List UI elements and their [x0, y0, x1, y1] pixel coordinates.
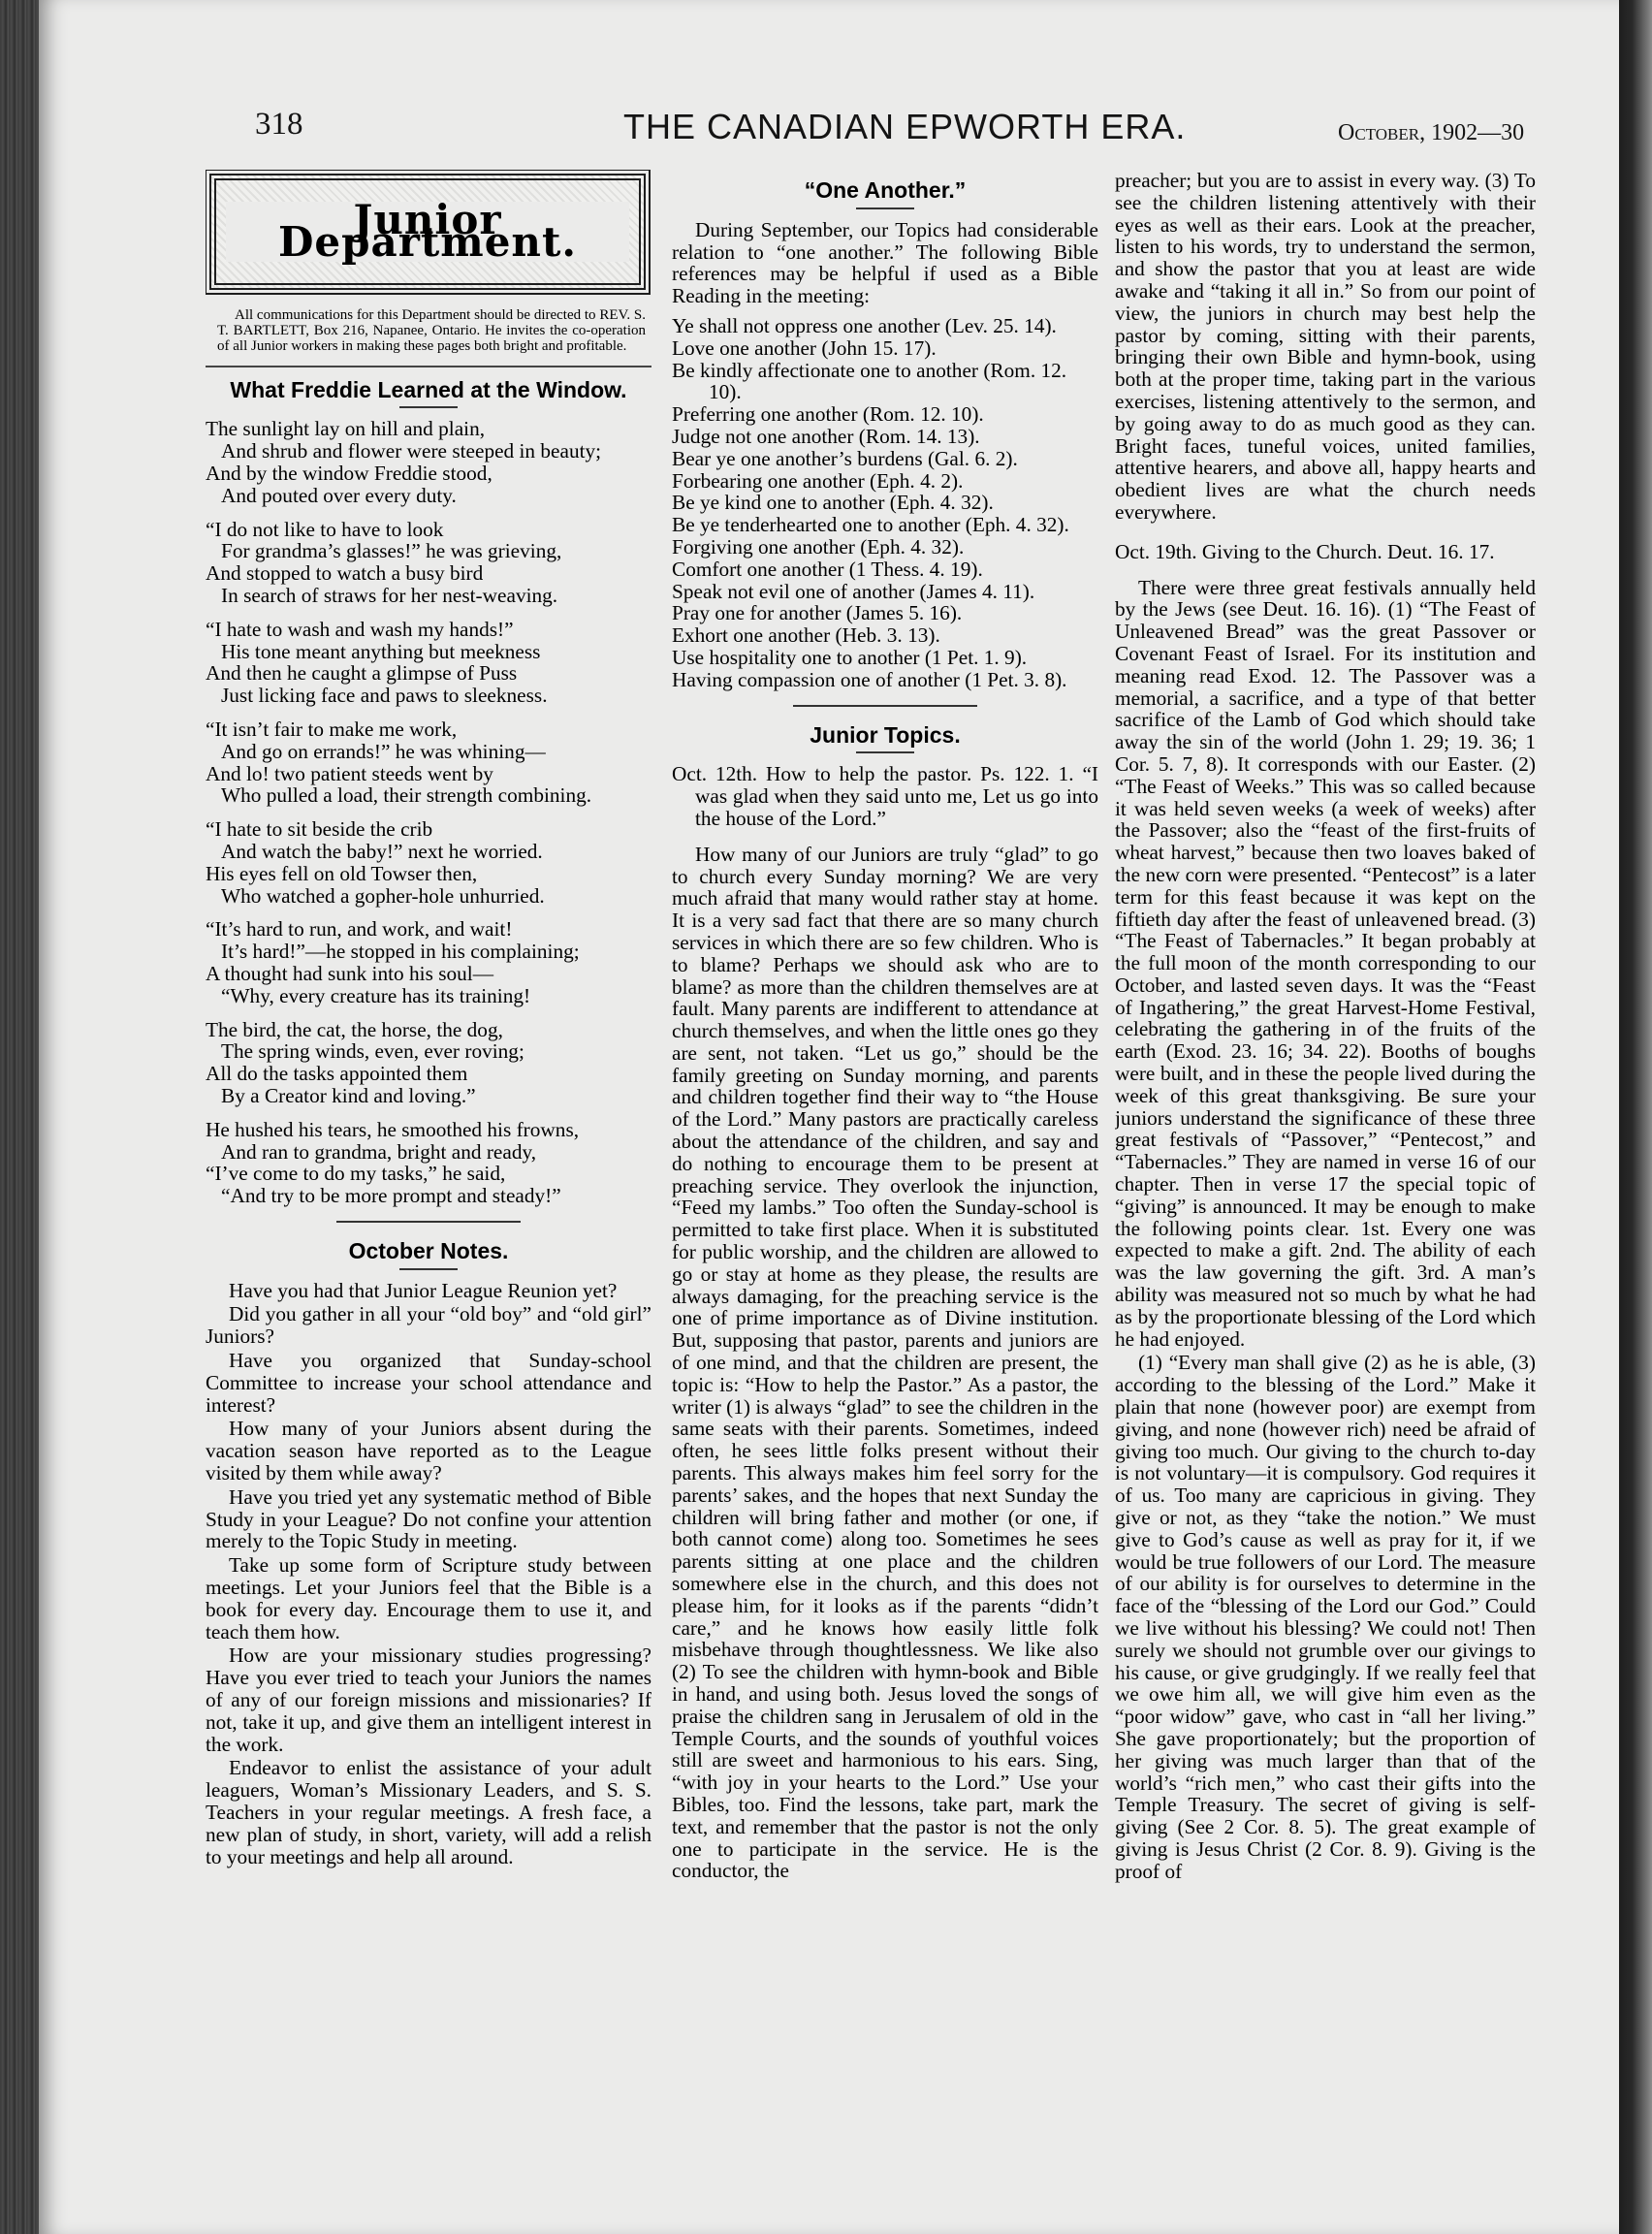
- divider: [856, 207, 914, 209]
- poem: [206, 418, 651, 1207]
- notes-list: [206, 1280, 651, 1868]
- divider: [399, 1268, 458, 1270]
- poem-line: His eyes fell on old Towser then,: [206, 861, 478, 885]
- reference-item: Comfort one another (1 Thess. 4. 19).: [672, 557, 983, 581]
- poem-line: And watch the baby!” next he worried.: [221, 839, 543, 863]
- poem-line: Just licking face and paws to sleekness.: [221, 684, 548, 708]
- poem-line: It’s hard!”—he stopped in his complaining;: [221, 940, 580, 964]
- poem-line: All do the tasks appointed them: [206, 1062, 468, 1086]
- reference-list: [672, 315, 1098, 691]
- divider: [856, 751, 914, 753]
- poem-line: In search of straws for her nest-weaving.: [221, 583, 558, 607]
- poem-line: “It’s hard to run, and work, and wait!: [206, 917, 513, 941]
- poem-line: And stopped to watch a busy bird: [206, 561, 484, 586]
- reference-item: Love one another (John 15. 17).: [672, 335, 937, 360]
- poem-line: A thought had sunk into his soul—: [206, 961, 493, 985]
- poem-line: And ran to grandma, bright and ready,: [221, 1139, 537, 1164]
- one-another-intro: During September, our Topics had considerable relation to “one another.” The following Bible references may be helpful if used as a Bible Reading in the meeting:: [672, 217, 1098, 308]
- reference-item: Bear ye one another’s burdens (Gal. 6. 2).: [672, 446, 1018, 470]
- poem-line: And go on errands!” he was whining—: [221, 739, 546, 763]
- divider: [336, 1221, 521, 1223]
- topic-entry: Oct. 19th. Giving to the Church. Deut. 16. 17.: [1115, 539, 1495, 563]
- reference-item: Be ye kind one to another (Eph. 4. 32).: [672, 491, 994, 515]
- one-another-title: “One Another.”: [804, 177, 967, 203]
- poem-line: And lo! two patient steeds went by: [206, 761, 493, 785]
- poem-line: He hushed his tears, he smoothed his frowns,: [206, 1117, 580, 1141]
- poem-line: “I hate to wash and wash my hands!”: [206, 617, 514, 641]
- poem-title: What Freddie Learned at the Window.: [230, 376, 627, 402]
- poem-stanza: [206, 918, 651, 1006]
- poem-stanza: [206, 718, 651, 807]
- divider: [793, 705, 977, 707]
- topic-entry: Oct. 12th. How to help the pastor. Ps. 122. 1. “I was glad when they said unto me, Let us go into the house of the Lord.”: [672, 762, 1098, 830]
- poem-line: The spring winds, even, ever roving;: [221, 1039, 524, 1064]
- department-note: All communications for this Department should be directed to REV. S. T. BARTLETT, Box 216, Napanee, Ontario. He invites the co-operation of all Junior workers in making these pages both bright and profitable.: [217, 306, 646, 354]
- issue-date: October, 1902—30: [1338, 120, 1525, 145]
- body-paragraph: How many of our Juniors are truly “glad” to go to church every Sunday morning? We are very much afraid that many would rather stay at home. It is a very sad fact that there are so many church services in which there are so few children. Who is to blame? Perhaps we should ask who are to blame? as more than the children themselves are at fault. Many parents are indifferent to attendance at church themselves, and when the little ones go they are sent, not taken. “Let us go,” should be the family greeting on Sunday morning, and parents and children together find their way to “the House of the Lord.” Many pastors are practically careless about the attendance of the children, and say and do nothing to encourage them to be present at preaching service. They overlook the injunction, “Feed my lambs.” Too often the Sunday-school is permitted to take first place. When it is substituted for public worship, and the children are allowed to go or stay at home as they please, the results are always damaging, for the preaching service is the one of prime importance as of Divine institution. But, supposing that pastor, parents and juniors are of one mind, and that the children are present, the topic is: “How to help the Pastor.” As a pastor, the writer (1) is always “glad” to see the children in the same seats with their parents. Sometimes, indeed often, he sees little folks present without their parents. This always makes him feel sorry for the parents’ sakes, and the hopes that next Sunday the children will bring father and mother (or one, if both cannot come) along too. Sometimes he sees parents sitting at one place and the children somewhere else in the church, and this does not please him, for it looks as if the parents “didn’t care,” and he knows how easily little folk misbehave through thoughtlessness. We like also (2) To see the children with hymn-book and Bible in hand, and using both. Jesus loved the songs of praise the children sang in Jerusalem of old in the Temple Courts, and the sounds of youthful voices still are sweet and harmonious to his ears. Sing, “with joy in your hearts to the Lord.” Use your Bibles, too. Find the lessons, take part, mark the text, and remember that the pastor is not the only one to participate in the service. He is the conductor, the: [672, 842, 1098, 1883]
- poem-line: The sunlight lay on hill and plain,: [206, 417, 486, 441]
- department-title: Junior Department.: [226, 202, 629, 262]
- book-spine: [0, 0, 39, 2234]
- reference-item: Pray one for another (James 5. 16).: [672, 601, 963, 625]
- note-paragraph: How many of your Juniors absent during the vacation season have reported as to the League visited by them while away?: [206, 1417, 651, 1485]
- notes-title: October Notes.: [348, 1237, 509, 1263]
- masthead-title: THE CANADIAN EPWORTH ERA.: [623, 107, 1187, 146]
- reference-item: Ye shall not oppress one another (Lev. 25. 14).: [672, 313, 1057, 337]
- department-banner: [209, 174, 646, 290]
- poem-line: By a Creator kind and loving.”: [221, 1083, 476, 1107]
- poem-line: Who pulled a load, their strength combining.: [221, 783, 592, 808]
- reference-item: Preferring one another (Rom. 12. 10).: [672, 402, 984, 427]
- column-3: [1115, 170, 1536, 2195]
- reference-item: Speak not evil one of another (James 4. 11).: [672, 579, 1035, 603]
- page-number: 318: [255, 107, 303, 142]
- poem-line: “I do not like to have to look: [206, 517, 444, 541]
- poem-line: The bird, the cat, the horse, the dog,: [206, 1017, 503, 1041]
- note-paragraph: Have you had that Junior League Reunion yet?: [229, 1278, 618, 1302]
- reference-item: Forgiving one another (Eph. 4. 32).: [672, 534, 965, 558]
- reference-item: Exhort one another (Heb. 3. 13).: [672, 623, 940, 648]
- poem-stanza: [206, 519, 651, 607]
- column-1: [206, 170, 651, 2195]
- poem-line: And shrub and flower were steeped in beauty;: [221, 439, 602, 463]
- note-paragraph: Did you gather in all your “old boy” and “old girl” Juniors?: [206, 1302, 651, 1349]
- column-2: [672, 170, 1098, 2195]
- poem-line: “It isn’t fair to make me work,: [206, 717, 458, 741]
- note-paragraph: Take up some form of Scripture study between meetings. Let your Juniors feel that the Bible is a book for every day. Encourage them to use it, and teach them how.: [206, 1553, 651, 1644]
- poem-line: His tone meant anything but meekness: [221, 639, 541, 663]
- note-paragraph: Endeavor to enlist the assistance of your adult leaguers, Woman’s Missionary Leaders, and S. S. Teachers in your regular meetings. A fresh face, a new plan of study, in short, variety, will add a relish to your meetings and help all around.: [206, 1756, 651, 1868]
- reference-item: Judge not one another (Rom. 14. 13).: [672, 424, 980, 448]
- reference-item: Having compassion one of another (1 Pet. 3. 8).: [672, 667, 1067, 691]
- reference-item: Use hospitality one to another (1 Pet. 1. 9).: [672, 645, 1028, 669]
- note-paragraph: How are your missionary studies progressing? Have you ever tried to teach your Juniors the names of any of our foreign missions and missionaries? If not, take it up, and give them an intelligent interest in the work.: [206, 1644, 651, 1756]
- reference-item: Be kindly affectionate one to another (Rom. 12. 10).: [672, 358, 1067, 404]
- poem-stanza: [206, 418, 651, 506]
- poem-stanza: [206, 619, 651, 707]
- continued-text: preacher; but you are to assist in every way. (3) To see the children listening attentively with their eyes as well as their ears. Look at the preacher, listen to his words, try to understand the sermon, and show the pastor that you at least are wide awake and “taking it all in.” So from our point of view, the juniors in church may best help the pastor by coming, sitting with their parents, bringing their own Bible and hymn-book, using both at the proper time, taking part in the various exercises, listening attentively to the sermon, and by going away to do as much good as they can. Bright faces, tuneful voices, united families, attentive hearers, and above all, happy hearts and obedient lives are what the church needs everywhere.: [1115, 170, 1536, 524]
- body-paragraph: There were three great festivals annually held by the Jews (see Deut. 16. 16). (1) “The Feast of Unleavened Bread” was the great Passover or Covenant Feast of Israel. For its institution and meaning read Exod. 12. The Passover was a memorial, a sacrifice, and a type of that better sacrifice of the Lamb of God which should take away the sin of the world (John 1. 29; 19. 36; 1 Cor. 5. 7, 8). It corresponds with our Easter. (2) “The Feast of Weeks.” This was so called because it was held seven weeks (a week of weeks) after the Passover; also the “feast of the first-fruits of wheat harvest,” because then two loaves baked of the new corn were presented. “Pentecost” is a later term for this feast because it was kept on the fiftieth day after the feast of unleavened bread. (3) “The Feast of Tabernacles.” It began probably at the full moon of the month corresponding to our October, and lasted seven days. It was the “Feast of Ingathering,” the great Harvest-Home Festival, celebrating the gathering in of the fruits of the earth (Exod. 23. 16; 34. 22). Booths of boughs were built, and in these the people lived during the week of this great thanksgiving. Be sure your juniors understand the significance of these three great festivals of “Passover,” “Pentecost,” and “Tabernacles.” They are named in verse 16 of our chapter. Then in verse 17 the special topic of “giving” is announced. It may be enough to make the following points clear. 1st. Every one was expected to make a gift. 2nd. The ability of each was the law governing the gift. 3rd. A man’s ability was measured not so much by what he had as by the proportionate blessing of the Lord which he had enjoyed.: [1115, 575, 1536, 1351]
- poem-line: “I hate to sit beside the crib: [206, 817, 433, 842]
- poem-line: And then he caught a glimpse of Puss: [206, 661, 518, 686]
- poem-line: “And try to be more prompt and steady!”: [221, 1184, 561, 1208]
- poem-line: Who watched a gopher-hole unhurried.: [221, 883, 545, 908]
- topic-body: [1115, 577, 1536, 1883]
- poem-line: “Why, every creature has its training!: [221, 983, 531, 1007]
- junior-topics-title: Junior Topics.: [810, 721, 961, 748]
- poem-line: And by the window Freddie stood,: [206, 461, 492, 485]
- poem-stanza: [206, 1019, 651, 1107]
- body-paragraph: (1) “Every man shall give (2) as he is able, (3) according to the blessing of the Lord.” Make it plain that none (however poor) are exempt from giving, and none (however rich) need be afraid of giving too much. Our giving to the church to-day is not voluntary—it is compulsory. God requires it of us. Too many are capricious in giving. They give or not, as they “take the notion.” We must give to God’s cause as well as pray for it, if we would be true followers of our Lord. The measure of our ability is for ourselves to determine in the face of the “blessing of the Lord our God.” Could we live without his blessing? We could not! Then surely we should not grumble over our givings to his cause, or give grudgingly. If we really feel that we owe him all, we will give him even as the “poor widow” gave, who cast in “all her living.” She gave proportionately; but the proportion of her giving was much larger than that of the world’s “rich men,” who cast their gifts into the Temple Treasury. The secret of giving is self-giving (See 2 Cor. 8. 5). The great example of giving is Jesus Christ (2 Cor. 8. 9). Giving is the proof of: [1115, 1351, 1536, 1883]
- note-paragraph: Have you tried yet any systematic method of Bible Study in your League? Do not confine your attention merely to the Topic Study in meeting.: [206, 1484, 651, 1553]
- topic-body: [672, 844, 1098, 1882]
- reference-item: Forbearing one another (Eph. 4. 2).: [672, 468, 964, 493]
- divider: [206, 366, 651, 367]
- poem-stanza: [206, 818, 651, 907]
- divider: [399, 406, 458, 408]
- poem-line: “I’ve come to do my tasks,” he said,: [206, 1162, 506, 1186]
- poem-line: And pouted over every duty.: [221, 483, 457, 507]
- poem-line: For grandma’s glasses!” he was grieving,: [221, 539, 562, 563]
- note-paragraph: Have you organized that Sunday-school Committee to increase your school attendance and interest?: [206, 1349, 651, 1417]
- reference-item: Be ye tenderhearted one to another (Eph. 4. 32).: [672, 513, 1069, 537]
- page-edge: [1619, 0, 1652, 2234]
- poem-stanza: [206, 1119, 651, 1207]
